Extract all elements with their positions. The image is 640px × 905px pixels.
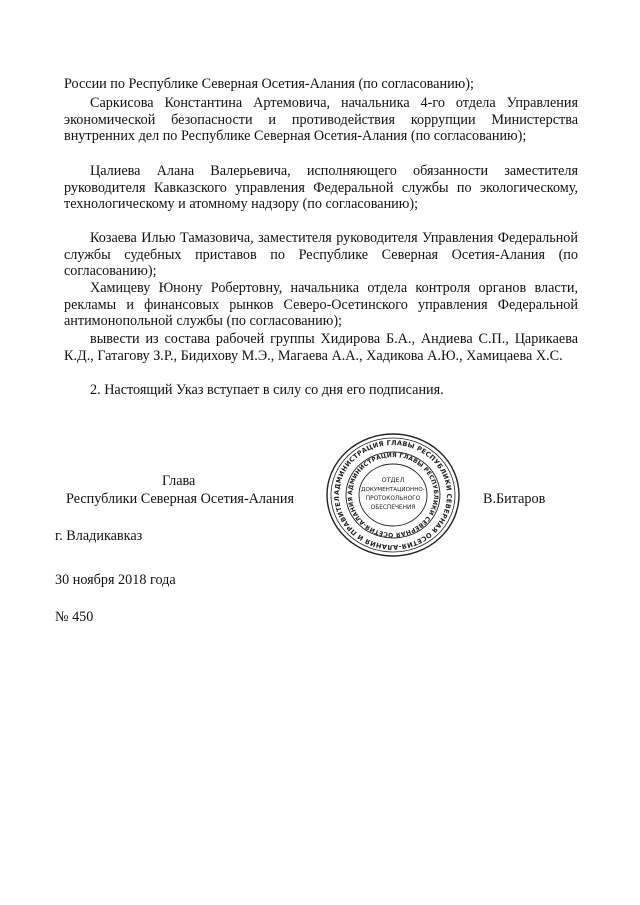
document-date: 30 ноября 2018 года: [55, 572, 176, 588]
seal-outer-ring-text: АДМИНИСТРАЦИЯ ГЛАВЫ РЕСПУБЛИКИ СЕВЕРНАЯ ОСЕТИЯ-АЛАНИЯ И ПРАВИТЕЛ: [332, 438, 454, 552]
paragraph-khamitseva: Хамицеву Юнону Робертовну, начальника отдела контроля органов власти, рекламы и финансовых рынков Северо-Осетинского управления Федеральной антимонопольной службы (по согласованию);: [64, 280, 578, 329]
seal-inner-ring-text: АДМИНИСТРАЦИЯ ГЛАВЫ РЕСПУБЛИКИ СЕВЕРНАЯ ОСЕТИЯ-АЛАНИЯ: [346, 451, 440, 539]
document-number: № 450: [55, 609, 94, 625]
paragraph-kozaev: Козаева Илью Тамазовича, заместителя руководителя Управления Федеральной службы судебных приставов по Республике Северная Осетия-Алания (по согласованию);: [64, 230, 578, 279]
signature-title-line1: Глава: [162, 473, 196, 489]
paragraph-remove-members: вывести из состава рабочей группы Хидирова Б.А., Андиева С.П., Царикаева К.Д., Гатагову З.Р., Бидихову М.Э., Магаева А.А., Хадикова А.Ю., Хамицаева Х.С.: [64, 331, 578, 364]
paragraph-sarkisov: Саркисова Константина Артемовича, начальника 4-го отдела Управления экономической безопасности и противодействия коррупции Министерства внутренних дел по Республике Северная Осетия-Алания (по согласованию);: [64, 95, 578, 144]
seal-center-line4: ОБЕСПЕЧЕНИЯ: [370, 505, 416, 511]
seal-center-line2: ДОКУМЕНТАЦИОННО-: [361, 487, 425, 493]
paragraph-entry-into-force: 2. Настоящий Указ вступает в силу со дня его подписания.: [90, 382, 444, 398]
official-seal-stamp: [318, 430, 468, 560]
svg-text:АДМИНИСТРАЦИЯ ГЛАВЫ РЕСПУБЛИКИ: [347, 452, 439, 538]
place-of-signing: г. Владикавказ: [55, 528, 143, 544]
seal-center-line3: ПРОТОКОЛЬНОГО: [365, 496, 421, 502]
signature-title-line2: Республики Северная Осетия-Алания: [66, 491, 295, 507]
seal-graphic: [318, 430, 468, 560]
signature-name: В.Битаров: [483, 491, 546, 507]
paragraph-ministry-continuation: России по Республике Северная Осетия-Алания (по согласованию);: [64, 76, 474, 92]
seal-center-line1: ОТДЕЛ: [381, 476, 405, 484]
paragraph-tsaliev: Цалиева Алана Валерьевича, исполняющего обязанности заместителя руководителя Кавказского управления Федеральной службы по экологическому, технологическому и атомному надзору (по согласованию);: [64, 163, 578, 212]
